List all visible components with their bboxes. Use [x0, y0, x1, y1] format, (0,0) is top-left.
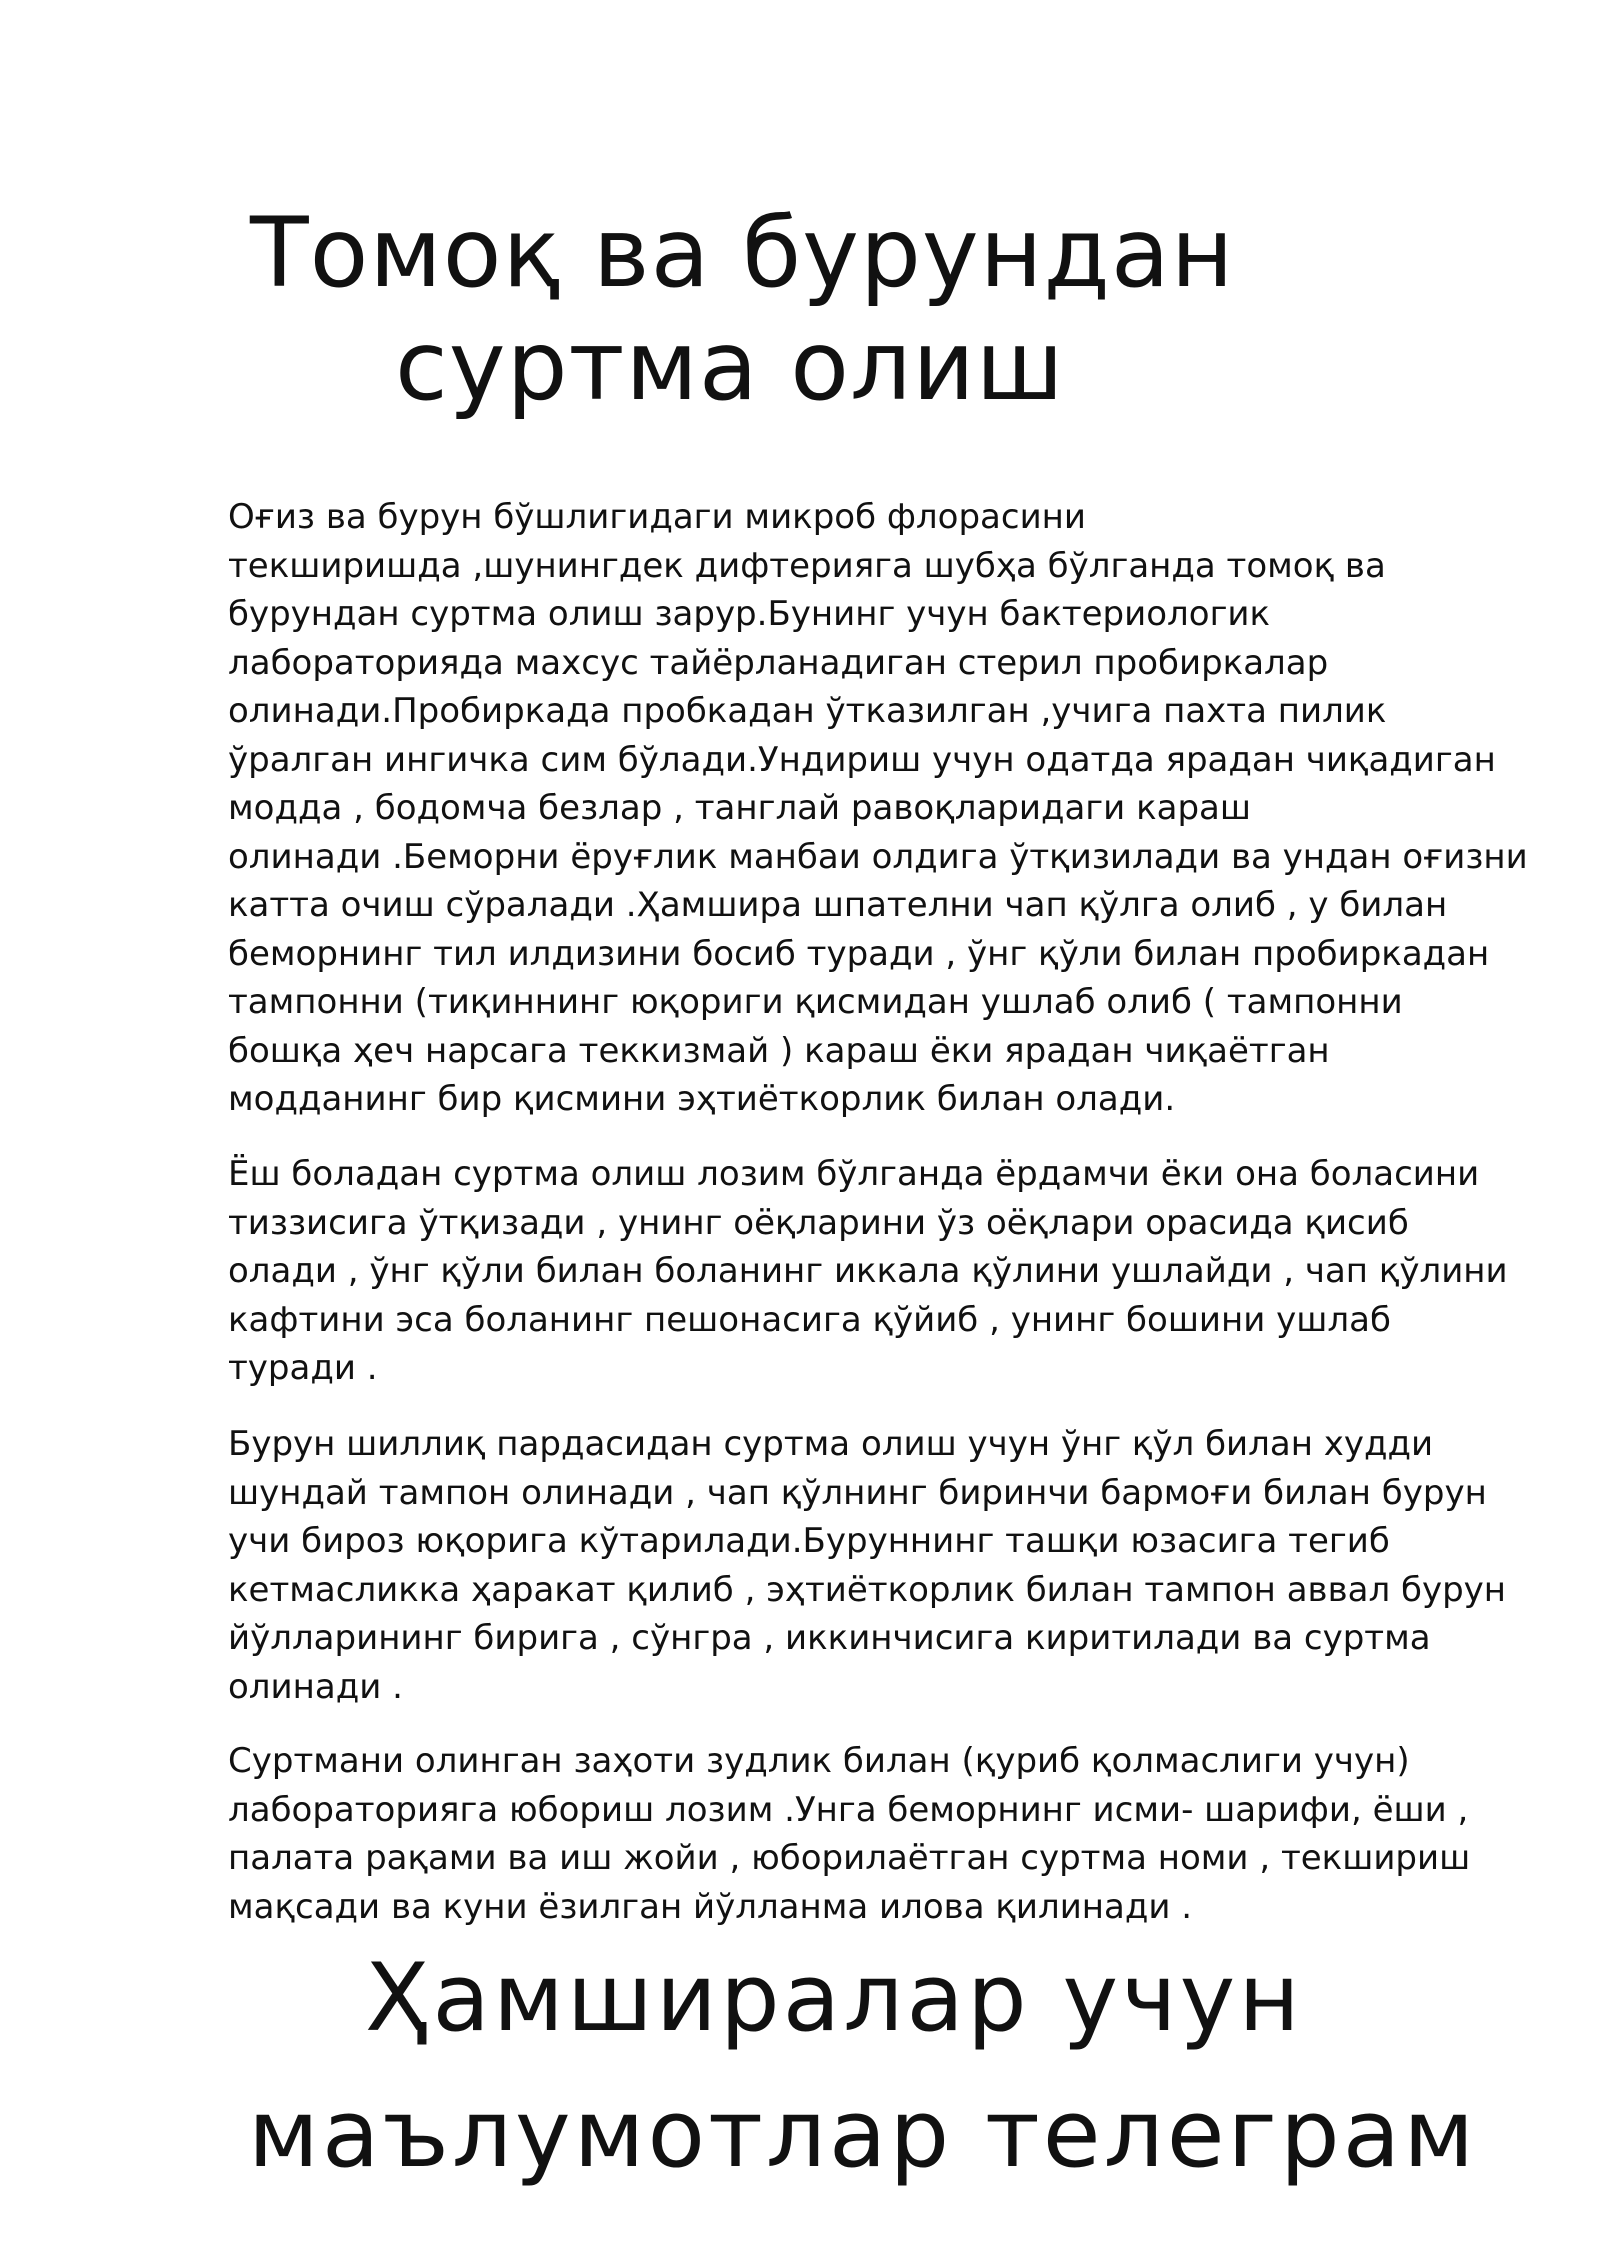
- text-line: кафтини эса боланинг пешонасига қўйиб , унинг бошини ушлаб: [228, 1299, 1391, 1340]
- text-line: ўралган ингичка сим бўлади.Ундириш учун одатда ярадан чиқадиган: [228, 739, 1496, 780]
- text-line: текширишда ,шунингдек дифтерияга шубҳа бўлганда томоқ ва: [228, 545, 1386, 586]
- title-line-2: суртма олиш: [395, 310, 1065, 422]
- text-line: модда , бодомча безлар , танглай равоқларидаги караш: [228, 788, 1251, 828]
- text-line: тампонни (тиқиннинг юқориги қисмидан ушлаб олиб ( тампонни: [228, 982, 1403, 1022]
- title-line-1: Томоқ ва бурундан: [250, 197, 1235, 309]
- text-line: олинади.Пробиркада пробкадан ўтказилган ,учига пахта пилик: [228, 691, 1387, 731]
- paragraph-2: [228, 1150, 1508, 1393]
- text-line: олади , ўнг қўли билан боланинг иккала қўлини ушлайди , чап қўлини: [228, 1251, 1508, 1291]
- text-line: олинади .: [228, 1666, 403, 1707]
- text-line: Суртмани олинган заҳоти зудлик билан (қуриб қолмаслиги учун): [228, 1741, 1410, 1781]
- text-line: палата рақами ва иш жойи , юборилаётган суртма номи , текшириш: [228, 1838, 1471, 1878]
- text-line: йўлларининг бирига , сўнгра , иккинчисига киритилади ва суртма: [228, 1618, 1431, 1658]
- text-line: катта очиш сўралади .Ҳамшира шпателни чап қўлга олиб , у билан: [228, 885, 1448, 925]
- text-line: Ёш боладан суртма олиш лозим бўлганда ёрдамчи ёки она боласини: [228, 1154, 1480, 1194]
- text-line: Оғиз ва бурун бўшлигидаги микроб флорасини: [228, 497, 1087, 537]
- text-line: мақсади ва куни ёзилган йўлланма илова қилинади .: [228, 1886, 1193, 1927]
- text-line: туради .: [228, 1348, 378, 1388]
- footer-line-1: Ҳамширалар учун: [365, 1944, 1303, 2053]
- text-line: тиззисига ўтқизади , унинг оёқларини ўз оёқлари орасида қисиб: [228, 1202, 1409, 1243]
- text-line: кетмасликка ҳаракат қилиб , эҳтиёткорлик билан тампон аввал бурун: [228, 1569, 1507, 1610]
- text-line: лабораторияга юбориш лозим .Унга беморнинг исми- шарифи, ёши ,: [228, 1789, 1469, 1830]
- text-line: модданинг бир қисмини эҳтиёткорлик билан олади.: [228, 1079, 1176, 1119]
- text-line: бурундан суртма олиш зарур.Бунинг учун бактериологик: [228, 594, 1271, 634]
- paragraph-4: [228, 1737, 1488, 1931]
- text-line: бошқа ҳеч нарсага теккизмай ) караш ёки ярадан чиқаётган: [228, 1030, 1330, 1071]
- text-line: олинади .Беморни ёруғлик манбаи олдига ўтқизилади ва ундан оғизни: [228, 836, 1528, 877]
- text-line: Бурун шиллиқ пардасидан суртма олиш учун ўнг қўл билан худди: [228, 1424, 1434, 1464]
- paragraph-3: [228, 1420, 1507, 1711]
- paragraph-1: [228, 493, 1528, 1124]
- text-line: лабораторияда махсус тайёрланадиган стерил пробиркалар: [228, 642, 1329, 683]
- footer-line-2: маълумотлар телеграм: [248, 2080, 1478, 2189]
- text-line: шундай тампон олинади , чап қўлнинг биринчи бармоғи билан бурун: [228, 1472, 1487, 1513]
- text-line: беморнинг тил илдизини босиб туради , ўнг қўли билан пробиркадан: [228, 933, 1490, 974]
- text-line: учи бироз юқорига кўтарилади.Буруннинг ташқи юзасига тегиб: [228, 1521, 1390, 1561]
